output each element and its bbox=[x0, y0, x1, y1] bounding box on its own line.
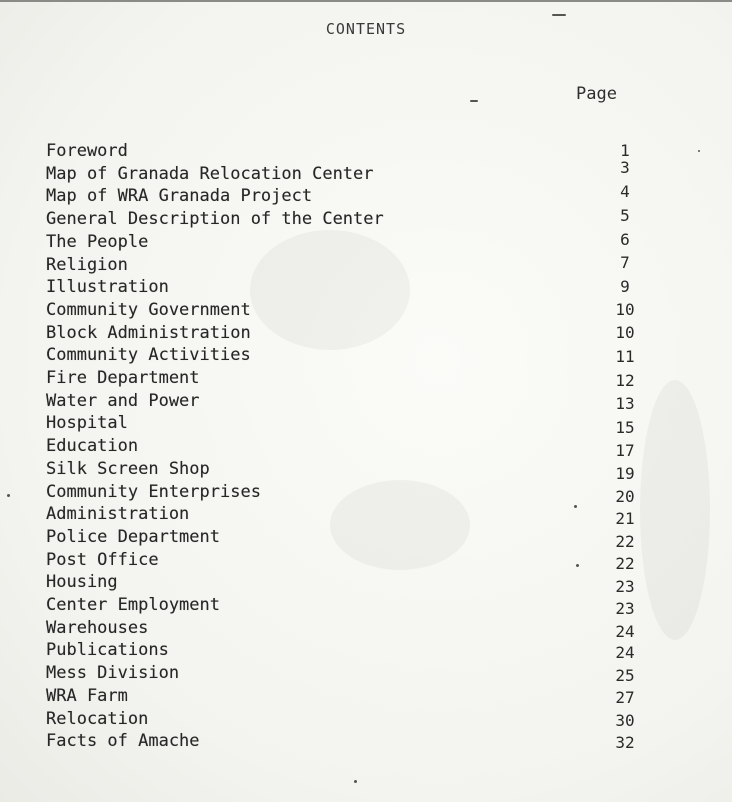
toc-entry-title: Community Activities bbox=[46, 345, 251, 366]
toc-row bbox=[46, 572, 646, 597]
toc-entry-title: Relocation bbox=[46, 708, 149, 729]
toc-entry-title: Map of Granada Relocation Center bbox=[46, 163, 374, 184]
toc-row bbox=[46, 663, 646, 685]
toc-entry-page: 7 bbox=[620, 253, 630, 273]
toc-row bbox=[46, 255, 646, 277]
toc-entry-title: Block Administration bbox=[46, 322, 251, 343]
toc-entry-page: 11 bbox=[615, 347, 635, 367]
toc-entry-title: Warehouses bbox=[46, 617, 149, 638]
toc-entry-page: 19 bbox=[615, 463, 635, 483]
toc-entry-title: Community Enterprises bbox=[46, 481, 261, 502]
toc-row bbox=[46, 277, 646, 299]
toc-entry-title: WRA Farm bbox=[46, 685, 128, 706]
toc-row bbox=[46, 391, 646, 413]
toc-entry-page: 12 bbox=[615, 370, 635, 390]
toc-entry-title: Police Department bbox=[46, 526, 220, 547]
toc-entry-page: 24 bbox=[615, 643, 635, 663]
toc-entry-page: 6 bbox=[620, 229, 630, 249]
toc-entry-page: 4 bbox=[620, 182, 630, 202]
page-column-label: Page bbox=[576, 84, 617, 104]
toc-row bbox=[46, 158, 646, 186]
toc-entry-title: Water and Power bbox=[46, 390, 200, 411]
toc-entry-page: 13 bbox=[615, 394, 635, 414]
toc-row bbox=[46, 436, 646, 458]
toc-entry-page: 21 bbox=[615, 509, 635, 529]
toc-entry-title: Community Government bbox=[46, 299, 251, 320]
toc-entry-title: Fire Department bbox=[46, 368, 200, 388]
toc-row bbox=[46, 459, 646, 481]
toc-entry-page: 27 bbox=[615, 687, 635, 707]
toc-row bbox=[46, 526, 646, 552]
toc-entry-title: Housing bbox=[46, 572, 118, 593]
toc-entry-page: 10 bbox=[615, 323, 635, 343]
toc-entry-title: General Description of the Center bbox=[46, 209, 384, 230]
toc-row bbox=[46, 413, 646, 435]
toc-entry-title: Administration bbox=[46, 504, 190, 525]
contents-heading: CONTENTS bbox=[325, 20, 407, 38]
toc-row bbox=[46, 141, 646, 163]
toc-entry-title: Silk Screen Shop bbox=[46, 458, 210, 479]
toc-entry-page: 20 bbox=[615, 487, 635, 507]
toc-entry-page: 32 bbox=[615, 733, 635, 753]
toc-entry-title: Post Office bbox=[46, 549, 159, 570]
toc-entry-page: 3 bbox=[620, 158, 630, 178]
toc-entry-title: Education bbox=[46, 436, 139, 457]
toc-entry-page: 9 bbox=[620, 276, 630, 296]
toc-entry-title: Illustration bbox=[46, 277, 169, 298]
toc-entry-title: Religion bbox=[46, 254, 128, 275]
toc-entry-title: Publications bbox=[46, 640, 169, 661]
toc-row bbox=[46, 323, 646, 345]
toc-row bbox=[46, 504, 646, 529]
toc-entry-page: 10 bbox=[615, 299, 635, 319]
toc-entry-page: 22 bbox=[615, 554, 635, 574]
toc-row bbox=[46, 182, 646, 208]
toc-row bbox=[46, 368, 646, 390]
toc-entry-page: 22 bbox=[615, 532, 635, 552]
toc-row bbox=[46, 731, 646, 753]
toc-row bbox=[46, 345, 646, 367]
toc-entry-page: 5 bbox=[620, 206, 630, 226]
toc-entry-page: 1 bbox=[620, 141, 630, 160]
toc-entry-page: 15 bbox=[615, 417, 635, 437]
toc-row bbox=[46, 618, 646, 640]
toc-entry-page: 17 bbox=[615, 440, 635, 460]
toc-row bbox=[46, 206, 646, 231]
toc-row bbox=[46, 481, 646, 507]
toc-entry-page: 30 bbox=[615, 710, 635, 730]
toc-entry-page: 24 bbox=[615, 621, 635, 641]
toc-entry-page: 23 bbox=[615, 577, 635, 597]
toc-entry-title: Foreword bbox=[46, 141, 128, 161]
toc-row bbox=[46, 229, 646, 254]
toc-entry-title: Mess Division bbox=[46, 663, 180, 684]
toc-row bbox=[46, 300, 646, 322]
toc-entry-title: The People bbox=[46, 231, 149, 252]
toc-entry-title: Map of WRA Granada Project bbox=[46, 186, 313, 207]
toc-row bbox=[46, 640, 646, 662]
toc-entry-title: Center Employment bbox=[46, 595, 220, 615]
toc-entry-page: 23 bbox=[615, 599, 635, 619]
toc-row bbox=[46, 686, 646, 708]
toc-row bbox=[46, 550, 646, 572]
toc-row bbox=[46, 709, 646, 731]
toc-entry-title: Hospital bbox=[46, 413, 128, 434]
toc-entry-page: 25 bbox=[615, 665, 635, 685]
toc-entry-title: Facts of Amache bbox=[46, 731, 200, 752]
toc-row bbox=[46, 595, 646, 617]
